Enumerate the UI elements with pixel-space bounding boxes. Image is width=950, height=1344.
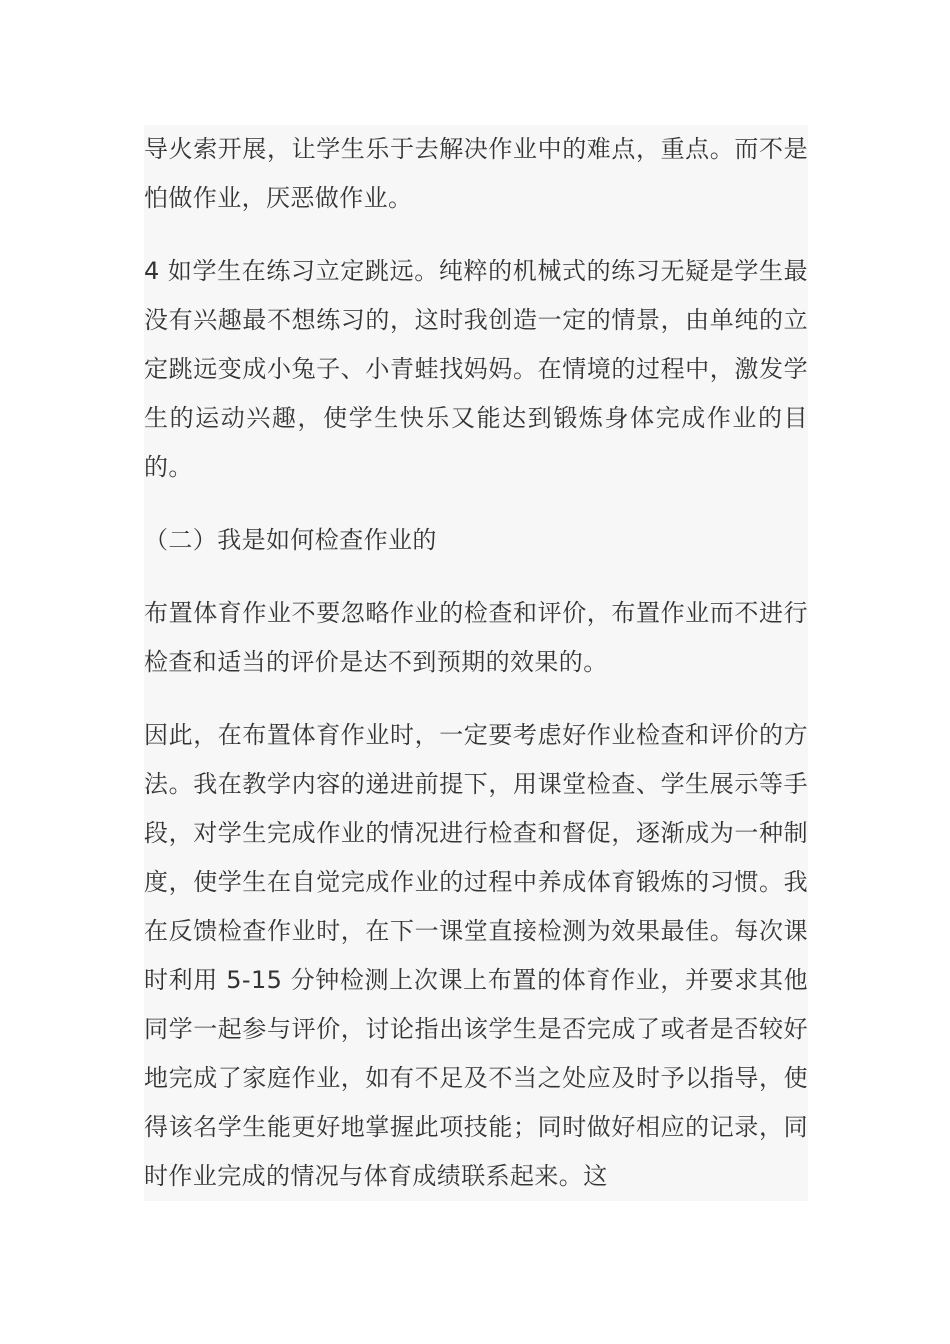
paragraph-standing-long-jump: 4 如学生在练习立定跳远。纯粹的机械式的练习无疑是学生最没有兴趣最不想练习的，这时我创造一定的情景，由单纯的立定跳远变成小兔子、小青蛙找妈妈。在情境的过程中，激发学生的运动兴趣，使学生快乐又能达到锻炼身体完成作业的目的。 — [144, 257, 808, 481]
paragraph-check-methods: 因此，在布置体育作业时，一定要考虑好作业检查和评价的方法。我在教学内容的递进前提下，用课堂检查、学生展示等手段，对学生完成作业的情况进行检查和督促，逐渐成为一种制度，使学生在自觉完成作业的过程中养成体育锻炼的习惯。我在反馈检查作业时，在下一课堂直接检测为效果最佳。每次课时利用 5-15 分钟检测上次课上布置的体育作业，并要求其他同学一起参与评价，讨论指出该学生是否完成了或者是否较好地完成了家庭作业，如有不足及不当之处应及时予以指导，使得该名学生能更好地掌握此项技能；同时做好相应的记录，同时作业完成的情况与体育成绩联系起来。这 — [144, 721, 808, 1190]
section-heading-checking-homework: （二）我是如何检查作业的 — [144, 526, 437, 554]
paragraph-homework-motivation: 导火索开展，让学生乐于去解决作业中的难点，重点。而不是怕做作业，厌恶做作业。 — [144, 135, 808, 212]
document-body — [144, 125, 808, 1201]
paragraph-check-and-evaluate: 布置体育作业不要忽略作业的检查和评价，布置作业而不进行检查和适当的评价是达不到预期的效果的。 — [144, 599, 808, 676]
